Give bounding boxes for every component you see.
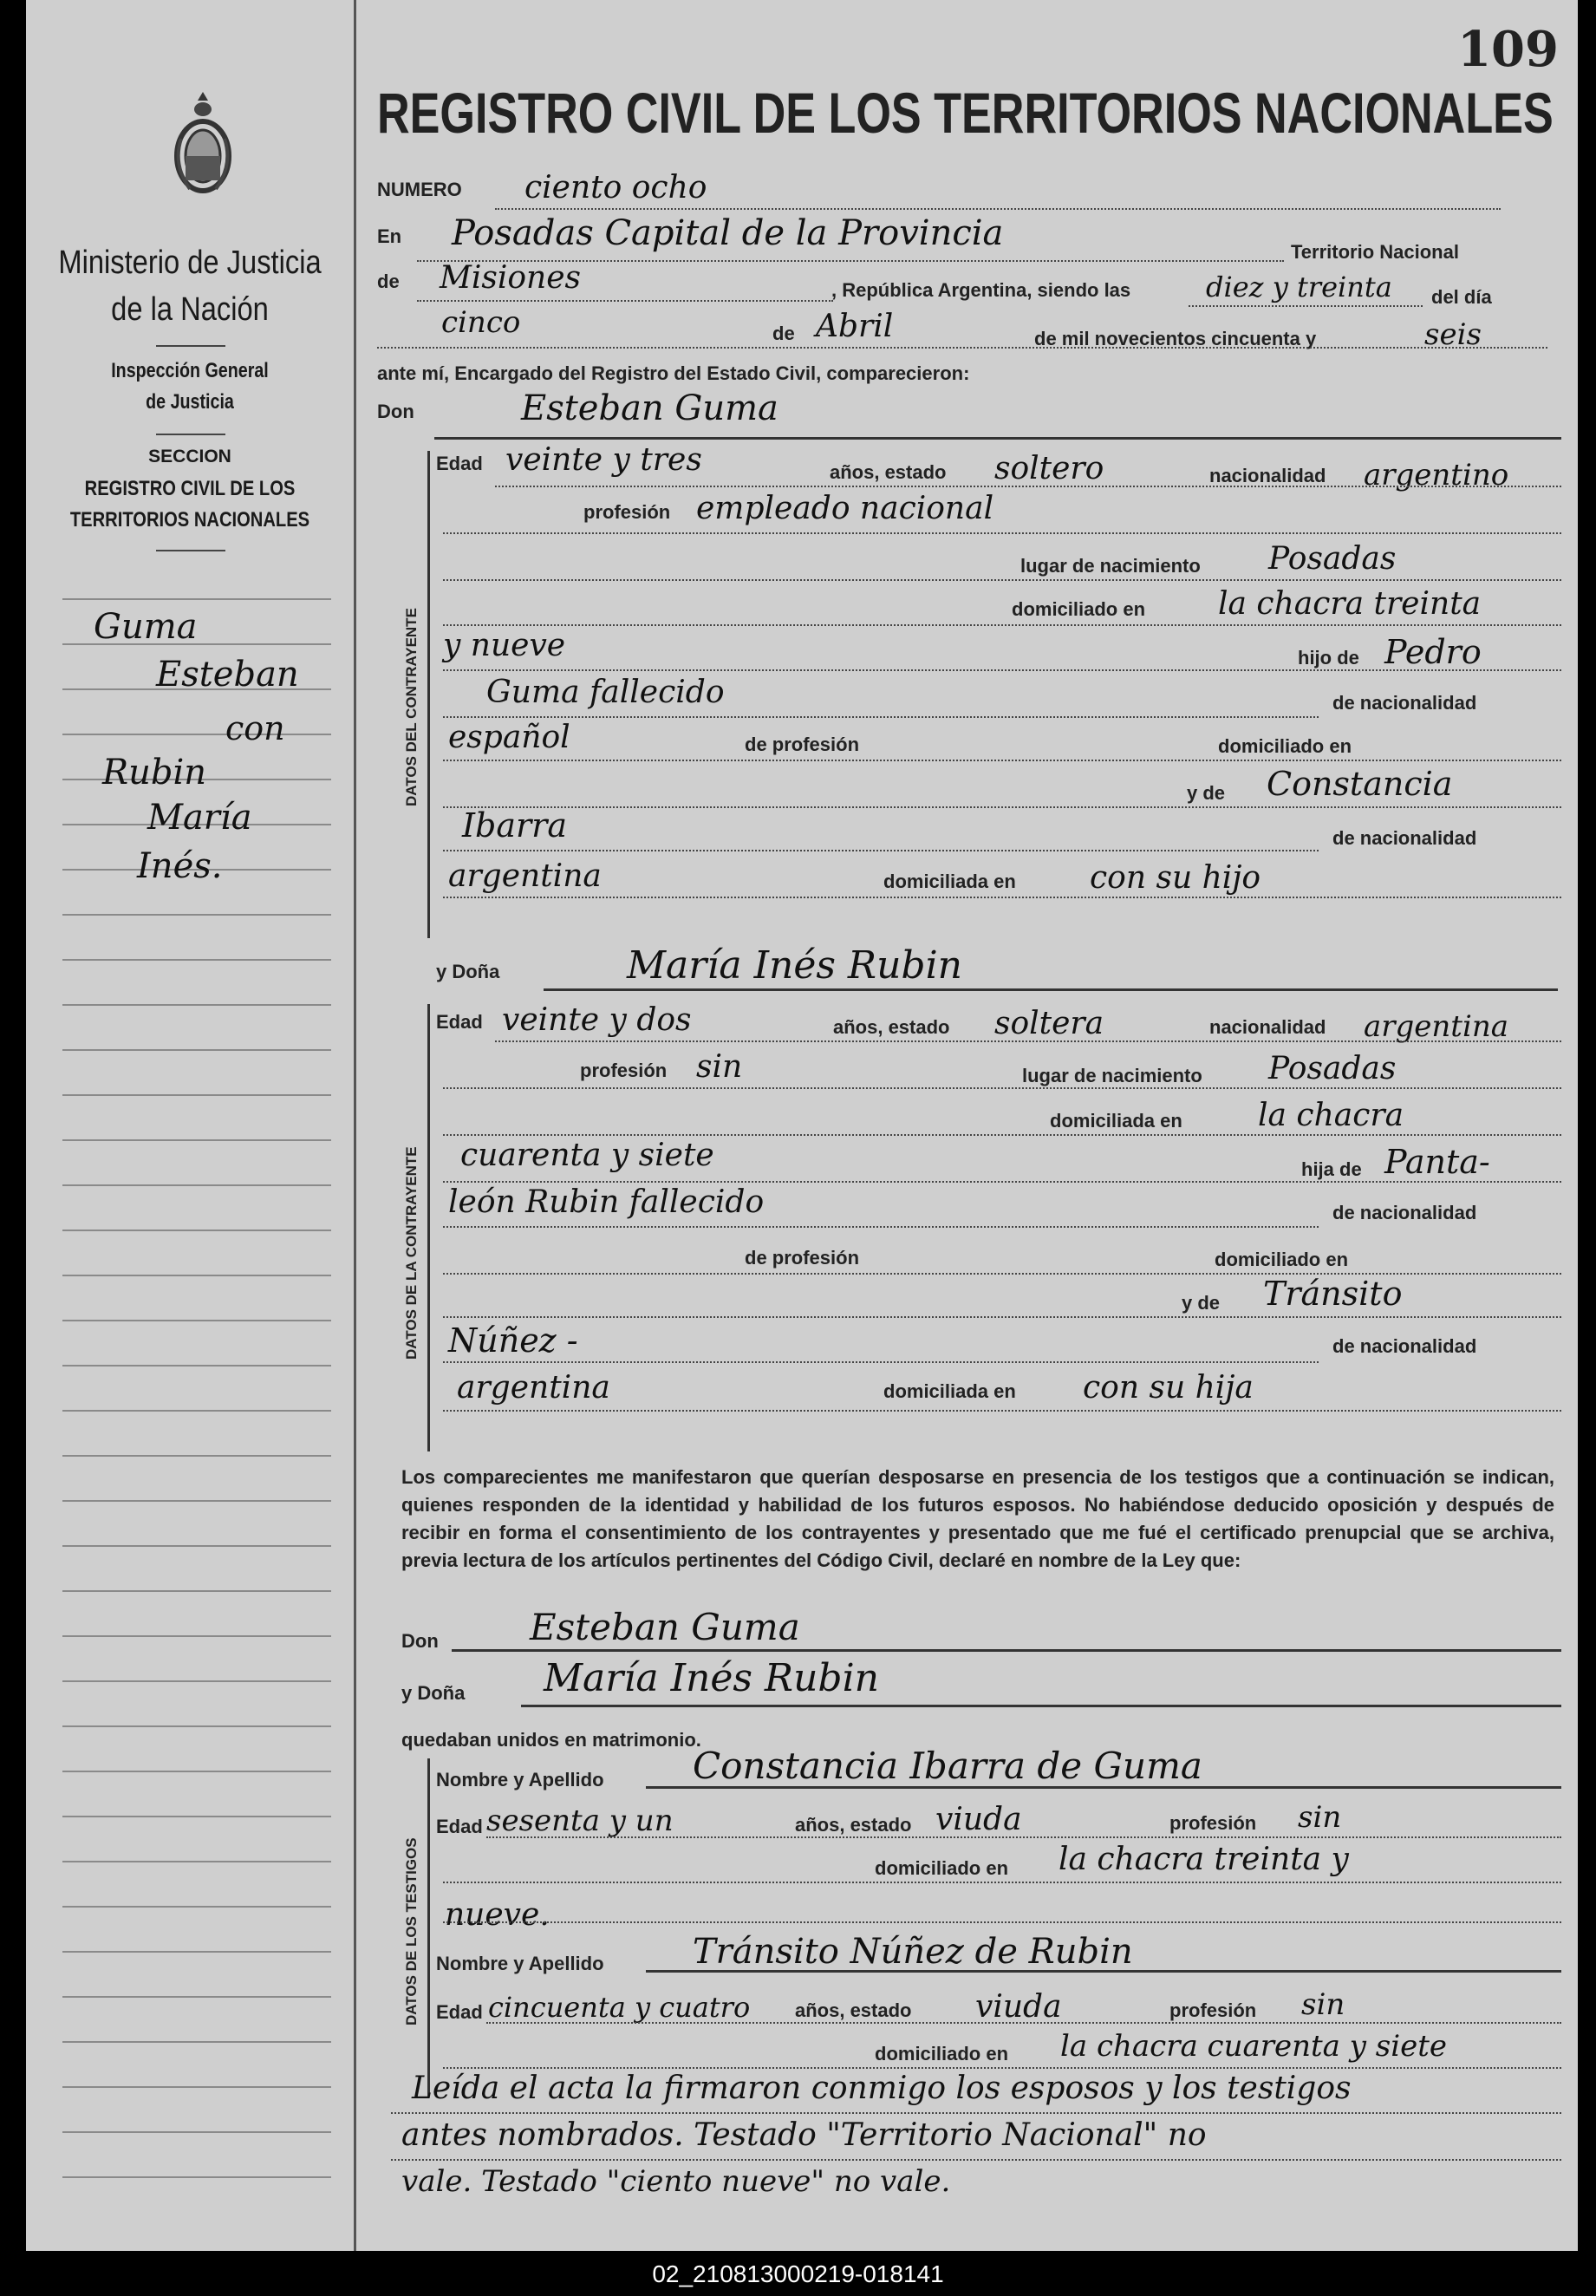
value-groom-edad: veinte y tres [505,442,702,478]
value-groom-domicilio-1: la chacra treinta [1218,586,1482,622]
value-witness1-domicilio-2: nueve. [445,1897,550,1933]
label-numero: NUMERO [377,179,462,200]
label-edad-4: Edad [436,2001,483,2023]
label-ante-mi: ante mí, Encargado del Registro del Estado Civil, comparecieron: [377,362,970,384]
value-ano: seis [1424,317,1482,352]
fill-line [391,2112,1561,2114]
fill-line [443,1181,1561,1183]
label-datos-contrayente: DATOS DEL CONTRAYENTE [403,608,420,806]
underline [521,1705,1561,1707]
label-nombre-apellido: Nombre y Apellido [436,1769,604,1790]
fill-line [486,2022,1561,2024]
fill-line [443,1921,1561,1923]
margin-rule [62,1184,331,1186]
value-declared-dona: María Inés Rubin [544,1656,879,1700]
ministry-heading [49,239,330,333]
fill-line [443,1361,1319,1363]
fill-line [443,624,1561,626]
fill-line [443,532,1561,534]
value-groom-padre-1: Pedro [1384,633,1482,671]
margin-rule [62,1951,331,1953]
label-lugar-nacimiento: lugar de nacimiento [1020,555,1201,577]
closing-line-3: vale. Testado "ciento nueve" no vale. [401,2164,951,2199]
fill-line [495,486,1561,487]
margin-rule [62,1680,331,1682]
label-nacionalidad-2: nacionalidad [1209,1016,1326,1038]
fill-line [443,1087,1561,1089]
margin-rule [62,2131,331,2133]
declaration-paragraph: Los comparecientes me manifestaron que querían desposarse en presencia de los testigos que a continuación se indican, quienes responden de la identidad y habilidad de los futuros esposos. No habiéndose deducido oposición y después de recibir en forma el consentimiento de los contrayentes y presentado que me fué el certificado prenupcial que se archiva, previa lectura de los artículos pertinentes del Código Civil, declaré en nombre de la Ley que: [401,1466,1554,1571]
label-domiciliada-en-3: domiciliada en [883,1380,1016,1402]
label-edad: Edad [436,453,483,474]
value-groom-madre-2: Ibarra [462,806,567,845]
underline [646,1786,1561,1789]
value-groom-name: Esteban Guma [521,388,778,428]
underline [646,1970,1561,1973]
margin-rule [62,598,331,600]
value-groom-nacionalidad: argentino [1364,458,1509,492]
value-territorio: Misiones [440,260,582,296]
divider [156,550,225,551]
value-bride-padre-2: león Rubin fallecido [448,1184,765,1220]
sidebar [26,0,356,2251]
fill-line [443,806,1561,808]
margin-rule [62,2041,331,2043]
value-declared-don: Esteban Guma [530,1606,800,1648]
value-hora: diez y treinta [1206,271,1392,303]
label-profesion-2: profesión [580,1060,668,1081]
value-bride-madre-nacionalidad: argentina [457,1370,610,1406]
value-groom-profesion: empleado nacional [696,491,994,526]
value-mes: Abril [816,309,894,344]
label-profesion-4: profesión [1169,1999,1257,2021]
coat-of-arms-icon [169,87,237,199]
value-groom-madre-1: Constancia [1267,765,1453,803]
inspection-heading [55,355,324,418]
value-bride-madre-1: Tránsito [1263,1275,1403,1313]
fill-line [486,1836,1561,1838]
label-y-dona-2: y Doña [401,1682,466,1704]
label-de: de [377,271,400,292]
inspection-line-1: Inspección General [111,359,269,382]
label-hija-de: hija de [1301,1158,1362,1180]
label-y-dona: y Doña [436,961,500,982]
margin-rule [62,914,331,916]
label-don: Don [377,401,414,422]
divider [156,434,225,435]
label-edad-3: Edad [436,1816,483,1837]
value-bride-domicilio-1: la chacra [1258,1098,1404,1133]
margin-rule [62,1004,331,1006]
label-mil-novecientos: de mil novecientos cincuenta y [1034,328,1317,349]
label-domiciliada-en-2: domiciliada en [1050,1110,1182,1132]
label-profesion-3: profesión [1169,1812,1257,1834]
margin-rule [62,1275,331,1276]
fill-line [443,760,1561,761]
label-profesion: profesión [583,501,671,523]
margin-rule [62,1590,331,1592]
label-quedaban: quedaban unidos en matrimonio. [401,1729,701,1751]
margin-rule [62,1545,331,1547]
fill-line [443,2067,1561,2069]
inspection-line-2: de Justicia [146,390,234,414]
label-lugar-nacimiento-2: lugar de nacimiento [1022,1065,1202,1086]
label-republica: , República Argentina, siendo las [831,279,1131,301]
fill-line [377,347,1547,349]
value-groom-padre-nacionalidad: español [448,720,570,755]
margin-rule [62,1861,331,1862]
value-groom-estado: soltero [994,451,1104,486]
margin-note-line-5: María [147,798,252,838]
value-bride-name: María Inés Rubin [627,943,962,988]
bracket-witnesses [427,1758,430,2097]
margin-rule [62,1635,331,1637]
fill-line [443,716,1319,718]
label-domiciliada-en: domiciliada en [883,871,1016,892]
value-bride-profesion: sin [696,1049,743,1085]
value-witness1-profesion: sin [1298,1800,1342,1835]
value-dia: cinco [441,305,521,340]
value-bride-nacionalidad: argentina [1364,1009,1509,1044]
label-domiciliado-en-5: domiciliado en [875,2043,1009,2064]
label-domiciliado-en-3: domiciliado en [1215,1249,1349,1270]
value-bride-lugar: Posadas [1268,1051,1397,1086]
label-de-nacionalidad-2: de nacionalidad [1332,827,1477,849]
label-domiciliado-en: domiciliado en [1012,598,1146,620]
margin-note-line-6: Inés. [137,846,223,886]
margin-rule [62,2086,331,2088]
value-witness1-name: Constancia Ibarra de Guma [693,1745,1202,1787]
value-bride-edad: veinte y dos [502,1002,692,1038]
label-nacionalidad: nacionalidad [1209,465,1326,486]
fill-line [417,300,833,302]
fill-line [443,1226,1319,1228]
divider [156,345,225,347]
margin-rule [62,1500,331,1502]
underline [544,988,1558,991]
label-datos-contrayenta: DATOS DE LA CONTRAYENTE [403,1146,420,1360]
margin-rule [62,734,331,735]
fill-line [443,1134,1561,1136]
page-title: REGISTRO CIVIL DE LOS TERRITORIOS NACIONALES [377,81,1554,145]
value-groom-padre-2: Guma fallecido [486,675,725,710]
fill-line [495,1040,1561,1042]
fill-line [1189,305,1423,307]
value-bride-padre-1: Panta- [1384,1143,1490,1181]
label-anos-estado-2: años, estado [833,1016,950,1038]
label-de-nacionalidad: de nacionalidad [1332,692,1477,714]
value-bride-madre-domicilio: con su hija [1083,1370,1254,1406]
label-anos-estado: años, estado [830,461,947,483]
section-heading [52,473,328,536]
value-en: Posadas Capital de la Provincia [452,213,1004,253]
label-de-nacionalidad-3: de nacionalidad [1332,1202,1477,1223]
label-edad-2: Edad [436,1011,483,1033]
label-don-2: Don [401,1630,439,1652]
margin-rule [62,1906,331,1908]
bracket-groom [427,451,430,938]
label-anos-estado-3: años, estado [795,1814,912,1836]
underline [452,1649,1561,1652]
label-en: En [377,225,402,247]
value-witness1-edad: sesenta y un [486,1804,674,1838]
margin-rule [62,1320,331,1321]
fill-line [443,850,1319,851]
label-anos-estado-4: años, estado [795,1999,912,2021]
underline [434,437,1561,440]
label-domiciliado-en-2: domiciliado en [1218,735,1352,757]
section-line-1: REGISTRO CIVIL DE LOS [84,477,296,500]
value-groom-madre-nacionalidad: argentina [448,858,602,894]
bracket-bride [427,1004,430,1451]
section-label: SECCION [148,447,231,466]
label-del-dia: del día [1431,286,1492,308]
margin-rule [62,959,331,961]
margin-note-line-1: Guma [94,607,198,647]
value-bride-domicilio-2: cuarenta y siete [460,1138,714,1173]
value-witness1-domicilio-1: la chacra treinta y [1059,1842,1349,1877]
value-witness2-estado: viuda [975,1989,1062,2025]
fill-line [443,579,1561,581]
scan-id-footer: 02_210813000219-018141 [652,2260,944,2287]
closing-line-2: antes nombrados. Testado "Territorio Nacional" no [401,2117,1207,2153]
label-de-mes: de [772,323,795,344]
ministry-line-2: de la Nación [111,291,269,328]
fill-line [443,897,1561,898]
value-bride-madre-2: Núñez - [448,1321,578,1360]
value-witness2-edad: cincuenta y cuatro [488,1991,751,2024]
margin-rule [62,1725,331,1727]
value-groom-domicilio-2: y nueve [443,628,566,663]
fill-line [443,1882,1561,1883]
value-witness1-estado: viuda [935,1802,1022,1837]
margin-rule [62,1139,331,1141]
section-line-2: TERRITORIOS NACIONALES [69,508,310,532]
fill-line [391,2159,1561,2161]
value-groom-madre-domicilio: con su hijo [1090,860,1261,896]
fill-line [443,669,1561,671]
label-domiciliado-en-4: domiciliado en [875,1857,1009,1879]
margin-note-line-2: Esteban [156,655,299,695]
value-witness2-domicilio: la chacra cuarenta y siete [1060,2029,1448,2064]
margin-rule [62,1996,331,1998]
margin-rule [62,1455,331,1457]
label-hijo-de: hijo de [1298,647,1359,669]
label-de-nacionalidad-4: de nacionalidad [1332,1335,1477,1357]
page-number: 109 [1457,21,1559,78]
margin-rule [62,1230,331,1231]
margin-rule [62,1771,331,1772]
margin-note-line-4: Rubin [102,753,207,793]
margin-rule [62,1816,331,1817]
fill-line [443,1410,1561,1412]
value-groom-lugar: Posadas [1268,541,1397,577]
value-witness2-name: Tránsito Núñez de Rubin [693,1932,1133,1972]
label-datos-testigos: DATOS DE LOS TESTIGOS [403,1837,420,2025]
margin-rule [62,1410,331,1412]
label-de-profesion-2: de profesión [745,1247,860,1269]
fill-line [495,208,1501,210]
certificate-body [356,0,1578,2251]
fill-line [443,1316,1561,1318]
label-territorio: Territorio Nacional [1291,241,1459,263]
margin-rule [62,1049,331,1051]
ministry-line-1: Ministerio de Justicia [58,245,322,281]
value-witness2-profesion: sin [1301,1987,1345,2022]
label-de-profesion: de profesión [745,734,860,755]
value-numero: ciento ocho [524,170,707,205]
label-y-de-2: y de [1182,1292,1221,1314]
closing-line-1: Leída el acta la firmaron conmigo los esposos y los testigos [412,2071,1352,2106]
label-nombre-apellido-2: Nombre y Apellido [436,1953,604,1974]
margin-rule [62,1365,331,1367]
label-y-de: y de [1187,782,1226,804]
value-bride-estado: soltera [994,1006,1104,1041]
margin-rule [62,2176,331,2178]
register-page [26,0,1578,2251]
margin-rule [62,1094,331,1096]
margin-note-line-3: con [225,709,285,747]
